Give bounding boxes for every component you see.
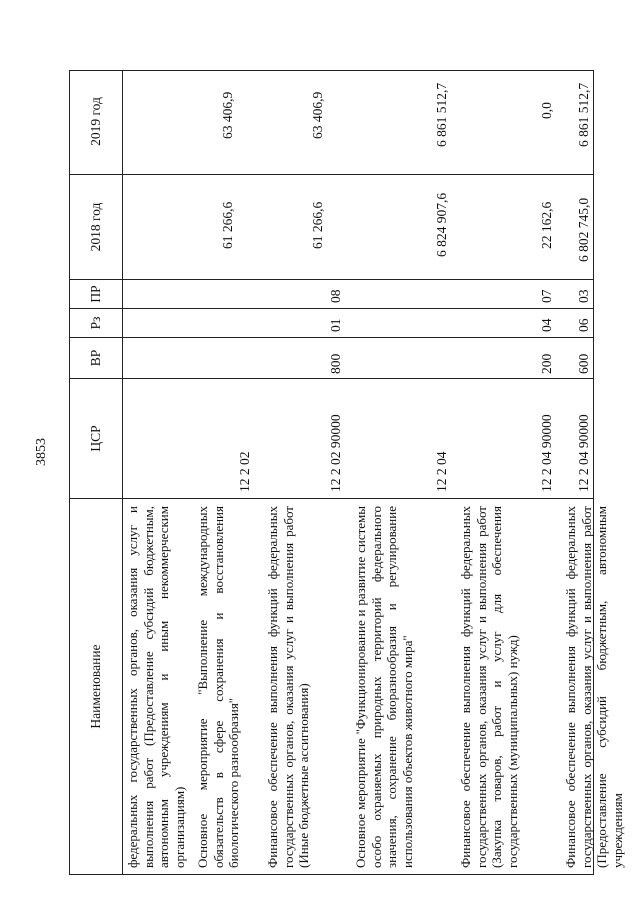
row-rz: 06 bbox=[576, 318, 591, 332]
row-name: Основное мероприятие "Выполнение международных обязательств в сфере сохранения и восстановления биологического разнообразия" bbox=[195, 506, 241, 868]
row-csr: 12 2 04 90000 bbox=[539, 414, 554, 492]
header-vr: ВР bbox=[70, 338, 122, 379]
row-vr: 200 bbox=[539, 353, 554, 374]
header-2019: 2019 год bbox=[70, 69, 122, 175]
table-row bbox=[350, 71, 455, 874]
row-rz: 01 bbox=[328, 318, 343, 332]
row-2019: 0,0 bbox=[539, 102, 554, 119]
row-2019: 6 861 512,7 bbox=[434, 82, 449, 147]
row-vr: 600 bbox=[576, 353, 591, 374]
table-row bbox=[192, 71, 262, 874]
row-2019: 63 406,9 bbox=[310, 91, 325, 139]
row-csr: 12 2 04 90000 bbox=[576, 414, 591, 492]
table-row bbox=[455, 71, 560, 874]
row-name: Финансовое обеспечение выполнения функций федеральных государственных органов, оказания услуг и выполнения работ (Закупка товаров, работ и услуг для обеспечения государственных (муниципальных) нужд) bbox=[458, 506, 520, 868]
row-csr: 12 2 02 90000 bbox=[328, 414, 343, 492]
header-csr: ЦСР bbox=[70, 379, 122, 499]
row-name: Основное мероприятие "Функционирование и развитие системы особо охраняемых природных территорий федерального значения, сохранение биоразнообразия и регулирование использования объектов животного мира" bbox=[353, 506, 415, 868]
row-name: Финансовое обеспечение выполнения функций федеральных государственных органов, оказания услуг и выполнения работ (Иные бюджетные ассигнования) bbox=[265, 506, 311, 868]
row-name: федеральных государственных органов, оказания услуг и выполнения работ (Предоставление субсидий бюджетным, автономным учреждениям и иным некоммерческим организациям) bbox=[125, 506, 187, 868]
row-csr: 12 2 02 bbox=[237, 451, 252, 492]
row-name: Финансовое обеспечение выполнения функций федеральных государственных органов, оказания услуг и выполнения работ (Предоставление субсидий бюджетным, автономным учреждениям bbox=[563, 506, 625, 868]
row-2019: 63 406,9 bbox=[220, 91, 235, 139]
header-2018: 2018 год bbox=[70, 175, 122, 280]
header-pr: ПР bbox=[70, 280, 122, 309]
row-2019: 6 861 512,7 bbox=[576, 82, 591, 147]
table-header bbox=[70, 71, 123, 874]
table-row bbox=[262, 71, 350, 874]
row-pr: 08 bbox=[328, 289, 343, 303]
row-2018: 61 266,6 bbox=[220, 201, 235, 249]
table-row bbox=[560, 71, 630, 874]
row-pr: 07 bbox=[539, 289, 554, 303]
row-2018: 61 266,6 bbox=[310, 201, 325, 249]
budget-table bbox=[69, 70, 625, 875]
header-rz: Рз bbox=[70, 309, 122, 338]
row-2018: 22 162,6 bbox=[539, 201, 554, 249]
row-vr: 800 bbox=[328, 353, 343, 374]
row-rz: 04 bbox=[539, 318, 554, 332]
table-row bbox=[122, 71, 192, 874]
row-2018: 6 824 907,6 bbox=[434, 192, 449, 257]
row-pr: 03 bbox=[576, 289, 591, 303]
row-csr: 12 2 04 bbox=[434, 451, 449, 492]
row-2018: 6 802 745,0 bbox=[576, 197, 591, 262]
page-number: 3853 bbox=[34, 438, 49, 466]
header-name: Наименование bbox=[88, 644, 103, 729]
